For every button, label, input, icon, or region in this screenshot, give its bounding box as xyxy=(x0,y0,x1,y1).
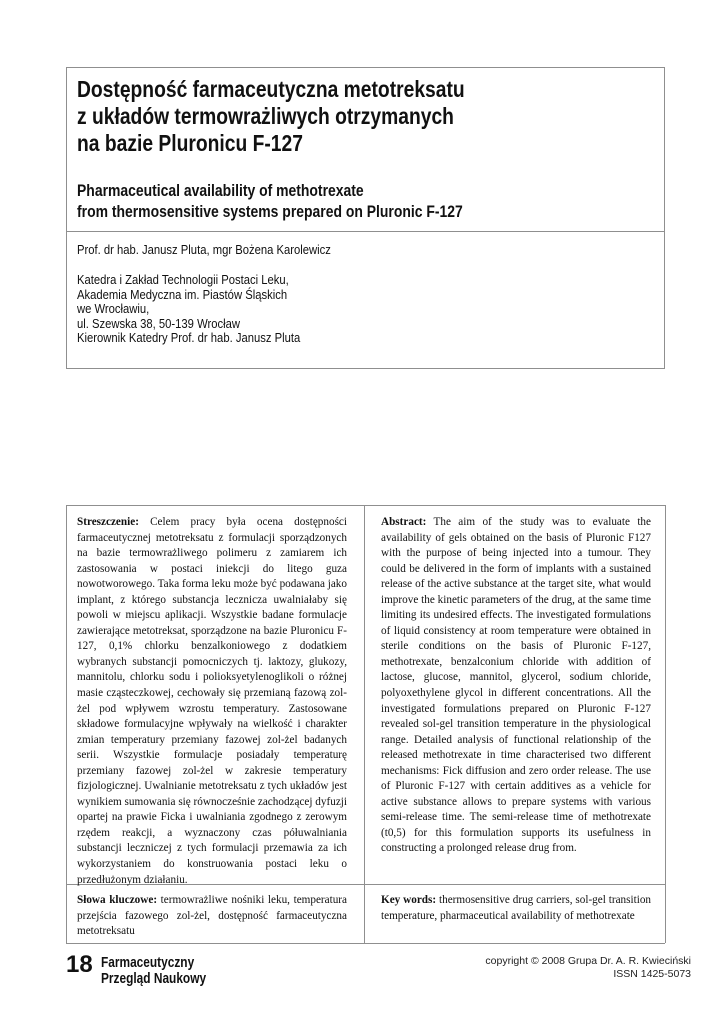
page-number: 18 xyxy=(66,951,93,978)
copyright-text: copyright © 2008 Grupa Dr. A. R. Kwieciński xyxy=(485,955,691,967)
keywords-polish-label: Słowa kluczowe: xyxy=(77,894,158,906)
keywords-english-label: Key words: xyxy=(381,894,437,906)
abstract-english xyxy=(381,515,651,857)
journal-name: Farmaceutyczny Przegląd Naukowy xyxy=(101,955,207,987)
divider-title xyxy=(66,231,665,232)
keywords-english-text: thermosensitive drug carriers, sol-gel transition temperature, pharmaceutical availability of methotrexate xyxy=(381,894,652,922)
title-english: Pharmaceutical availability of methotrexate from thermosensitive systems prepared on Pluronic F-127 xyxy=(77,181,463,221)
copyright-notice xyxy=(485,955,691,981)
divider-affiliation xyxy=(66,368,665,369)
keywords-english xyxy=(381,893,651,924)
authors: Prof. dr hab. Janusz Pluta, mgr Bożena Karolewicz xyxy=(77,243,331,257)
divider-footer xyxy=(66,943,665,944)
center-rule xyxy=(364,505,365,943)
abstract-polish xyxy=(77,515,347,888)
affiliation: Katedra i Zakład Technologii Postaci Leku, Akademia Medyczna im. Piastów Śląskich we Wrocławiu, ul. Szewska 38, 50-139 Wrocław Kierownik Katedry Prof. dr hab. Janusz Pluta xyxy=(77,273,301,346)
issn-text: ISSN 1425-5073 xyxy=(613,968,691,980)
abstract-polish-text: Celem pracy była ocena dostępności farmaceutycznej metotreksatu z formulacji sporządzonych na bazie termowrażliwego polimeru z zamiarem ich zastosowania w postaci iniekcji do litego guza nowotworowego. Taka forma leku może być podawana jako implant, z którego substancja lecznicza uwalniałaby się powoli w miejscu aplikacji. Wszystkie badane formulacje zawierające metotreksat, sporządzone na bazie Pluronicu F-127, 0,1% chlorku benzalkoniowego z dodatkiem wybranych substancji pomocniczych tj. laktozy, glukozy, mannitolu, chlorku sodu i polioksyetylenoglikoli o różnej masie cząsteczkowej, cechowały się przemianą fazową zol-żel pod wpływem wzrostu temperatury. Zastosowane składowe formulacyjne wpływały na wielkość i charakter zmian temperatury przemiany fazowej zol-żel badanych serii. Wszystkie formulacje posiadały temperaturę przemiany fazowej zol-żel w zakresie temperatury fizjologicznej. Uwalnianie metotreksatu z tych układów jest wynikiem sumowania się równocześnie zachodzącej dyfuzji opartej na prawie Ficka i uwalniania zgodnego z zerowym rzędem reakcji, a wyznaczony czas półuwalniania substancji leczniczej z tych formulacji przemawia za ich wykorzystaniem do konstruowania postaci leku o przedłużonym działaniu. xyxy=(77,516,347,886)
keywords-polish-text: termowrażliwe nośniki leku, temperatura przejścia fazowego zol-żel, dostępność farmaceutyczna metotreksatu xyxy=(77,894,348,938)
left-rule xyxy=(66,505,67,943)
right-rule xyxy=(665,505,666,943)
abstract-english-label: Abstract: xyxy=(381,516,427,528)
title-polish: Dostępność farmaceutyczna metotreksatu z układów termowrażliwych otrzymanych na bazie Pluronicu F-127 xyxy=(77,76,465,156)
keywords-polish xyxy=(77,893,347,940)
divider-abstract-top xyxy=(66,505,665,506)
abstract-english-text: The aim of the study was to evaluate the availability of gels obtained on the basis of Pluronic F127 with the purpose of being injected into a tumour. They could be delivered in the form of implants with a sustained release of the active substance at the target site, what would improve the kinetic parameters of the drug, at the same time limiting its undesired effects. The investigated formulations of liquid consistency at room temperature were obtained in sterile conditions on the basis of Pluronic F-127, methotrexate, benzalconium chloride with addition of lactose, glucose, mannitol, glycerol, sodium chloride, polyoxethylene glycol in different concentrations. All the investigated formulations prepared on Pluronic F-127 revealed sol-gel transition temperature in the physiological range. Detailed analysis of functional relationship of the released methotrexate in time characterised two different mechanisms: Fick diffusion and zero order release. The use of Pluronic F-127 with certain additives as a vehicle for active substance allows to prepare systems with various semi-release time. The semi-release time of methotrexate (t0,5) for this formulation supports its usefulness in constructing a prolonged release drug from. xyxy=(381,516,651,855)
abstract-polish-label: Streszczenie: xyxy=(77,516,139,528)
